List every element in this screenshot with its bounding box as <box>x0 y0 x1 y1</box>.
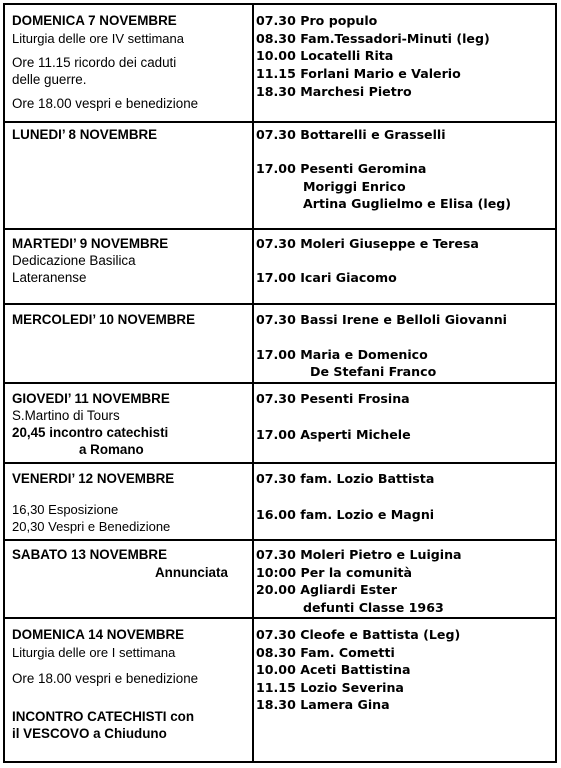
row-divider <box>5 539 555 541</box>
mass-entry: De Stefani Franco <box>310 364 437 379</box>
day-header: MARTEDI’ 9 NOVEMBRE <box>12 236 169 251</box>
mass-entry: 07.30 Bassi Irene e Belloli Giovanni <box>256 312 507 327</box>
day-header: SABATO 13 NOVEMBRE <box>12 547 168 562</box>
day-note: il VESCOVO a Chiuduno <box>12 726 167 741</box>
mass-entry: Artina Guglielmo e Elisa (leg) <box>303 196 512 211</box>
day-header: DOMENICA 14 NOVEMBRE <box>12 627 185 642</box>
day-note: 20,45 incontro catechisti <box>12 425 169 440</box>
mass-entry: 16.00 fam. Lozio e Magni <box>256 507 435 522</box>
mass-entry: 20.00 Agliardi Ester <box>256 582 397 597</box>
day-header: LUNEDI’ 8 NOVEMBRE <box>12 127 158 142</box>
day-note: Liturgia delle ore IV settimana <box>12 31 184 46</box>
mass-entry: 07.30 Pro populo <box>256 13 378 28</box>
mass-entry: 11.15 Forlani Mario e Valerio <box>256 66 461 81</box>
day-note: Ore 18.00 vespri e benedizione <box>12 671 199 686</box>
mass-entry: 10.00 Aceti Battistina <box>256 662 411 677</box>
mass-entry: 17.00 Pesenti Geromina <box>256 161 427 176</box>
mass-entry: 18.30 Marchesi Pietro <box>256 84 412 99</box>
day-note: Lateranense <box>12 270 87 285</box>
row-divider <box>5 617 555 619</box>
day-header: VENERDI’ 12 NOVEMBRE <box>12 471 175 486</box>
day-note: Dedicazione Basilica <box>12 253 136 268</box>
mass-entry: 17.00 Icari Giacomo <box>256 270 397 285</box>
mass-entry: 07.30 fam. Lozio Battista <box>256 471 435 486</box>
mass-entry: 18.30 Lamera Gina <box>256 697 390 712</box>
mass-entry: 10.00 Locatelli Rita <box>256 48 394 63</box>
day-header: GIOVEDI’ 11 NOVEMBRE <box>12 391 170 406</box>
row-divider <box>5 462 555 464</box>
day-note: a Romano <box>79 442 144 457</box>
mass-entry: 07.30 Pesenti Frosina <box>256 391 410 406</box>
row-divider <box>5 303 555 305</box>
day-note: 20,30 Vespri e Benedizione <box>12 519 171 534</box>
row-divider <box>5 382 555 384</box>
mass-entry: 07.30 Moleri Giuseppe e Teresa <box>256 236 479 251</box>
day-note: Annunciata <box>155 565 228 580</box>
row-divider <box>5 228 555 230</box>
mass-entry: 10:00 Per la comunità <box>256 565 413 580</box>
day-note: delle guerre. <box>12 72 87 87</box>
day-header: MERCOLEDI’ 10 NOVEMBRE <box>12 312 196 327</box>
mass-entry: 17.00 Asperti Michele <box>256 427 411 442</box>
day-note: S.Martino di Tours <box>12 408 120 423</box>
day-note: Liturgia delle ore I settimana <box>12 645 176 660</box>
mass-entry: 17.00 Maria e Domenico <box>256 347 428 362</box>
weekly-schedule-table <box>3 3 557 763</box>
mass-entry: 11.15 Lozio Severina <box>256 680 404 695</box>
day-note: 16,30 Esposizione <box>12 502 119 517</box>
day-note: Ore 18.00 vespri e benedizione <box>12 96 199 111</box>
mass-entry: Moriggi Enrico <box>303 179 406 194</box>
day-header: DOMENICA 7 NOVEMBRE <box>12 13 177 28</box>
mass-entry: 07.30 Moleri Pietro e Luigina <box>256 547 462 562</box>
mass-entry: 07.30 Bottarelli e Grasselli <box>256 127 446 142</box>
mass-entry: defunti Classe 1963 <box>303 600 444 615</box>
day-note: Ore 11.15 ricordo dei caduti <box>12 55 177 70</box>
mass-entry: 08.30 Fam. Cometti <box>256 645 395 660</box>
row-divider <box>5 121 555 123</box>
mass-entry: 07.30 Cleofe e Battista (Leg) <box>256 627 461 642</box>
day-note: INCONTRO CATECHISTI con <box>12 709 195 724</box>
mass-entry: 08.30 Fam.Tessadori-Minuti (leg) <box>256 31 490 46</box>
